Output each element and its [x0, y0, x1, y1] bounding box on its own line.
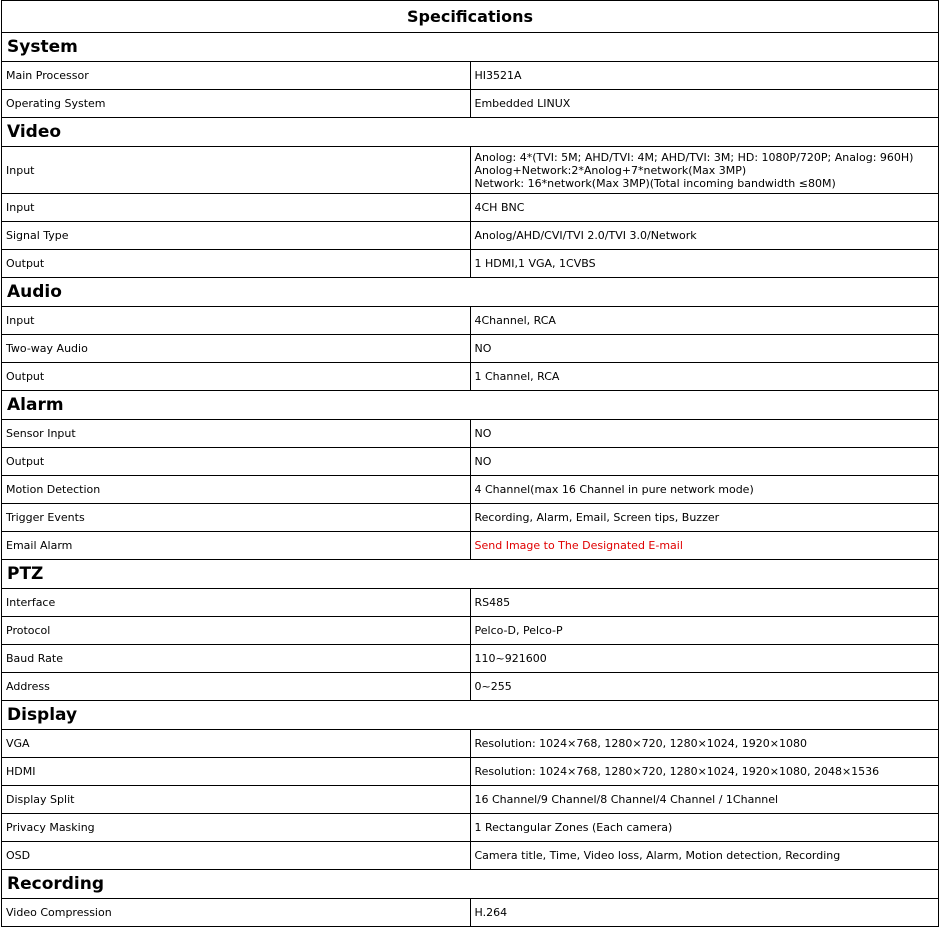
table-row: [2, 758, 939, 786]
table-row: [2, 62, 939, 90]
spec-value: NO: [470, 448, 939, 476]
table-row: [2, 194, 939, 222]
page-title: Specifications: [2, 1, 939, 33]
section-header-audio: [2, 278, 939, 307]
section-header-system: [2, 33, 939, 62]
table-row: [2, 222, 939, 250]
table-row: [2, 476, 939, 504]
spec-label: Two-way Audio: [2, 335, 471, 363]
table-row: [2, 673, 939, 701]
table-row: [2, 532, 939, 560]
table-row: [2, 335, 939, 363]
spec-value: HI3521A: [470, 62, 939, 90]
table-row: [2, 250, 939, 278]
spec-label: Output: [2, 250, 471, 278]
spec-value: NO: [470, 420, 939, 448]
spec-value: Camera title, Time, Video loss, Alarm, Motion detection, Recording: [470, 842, 939, 870]
table-row: [2, 589, 939, 617]
spec-value: NO: [470, 335, 939, 363]
spec-value: Anolog/AHD/CVI/TVI 2.0/TVI 3.0/Network: [470, 222, 939, 250]
table-row: [2, 420, 939, 448]
spec-label: Display Split: [2, 786, 471, 814]
spec-value-line: Network: 16*network(Max 3MP)(Total incoming bandwidth ≤80M): [474, 176, 836, 190]
section-title: Recording: [2, 870, 939, 899]
spec-value-line: Anolog: 4*(TVI: 5M; AHD/TVI: 4M; AHD/TVI: 3M; HD: 1080P/720P; Analog: 960H): [474, 150, 914, 164]
title-row: [2, 1, 939, 33]
section-title: Video: [2, 118, 939, 147]
spec-value: 4CH BNC: [470, 194, 939, 222]
section-header-video: [2, 118, 939, 147]
table-row: [2, 645, 939, 673]
spec-label: Main Processor: [2, 62, 471, 90]
spec-value: H.264: [470, 899, 939, 927]
spec-value: Embedded LINUX: [470, 90, 939, 118]
table-row: [2, 814, 939, 842]
spec-value: Pelco-D, Pelco-P: [470, 617, 939, 645]
table-row: [2, 307, 939, 335]
section-title: Audio: [2, 278, 939, 307]
section-title: Alarm: [2, 391, 939, 420]
spec-label: VGA: [2, 730, 471, 758]
table-row: [2, 363, 939, 391]
spec-label: Protocol: [2, 617, 471, 645]
spec-value: 16 Channel/9 Channel/8 Channel/4 Channel / 1Channel: [470, 786, 939, 814]
section-title: Display: [2, 701, 939, 730]
table-row: [2, 899, 939, 927]
spec-label: Input: [2, 194, 471, 222]
spec-value: Send Image to The Designated E-mail: [470, 532, 939, 560]
table-row: [2, 730, 939, 758]
spec-value: Recording, Alarm, Email, Screen tips, Buzzer: [470, 504, 939, 532]
spec-value-line: Anolog+Network:2*Anolog+7*network(Max 3MP): [474, 163, 747, 177]
spec-label: Input: [2, 307, 471, 335]
spec-label: Motion Detection: [2, 476, 471, 504]
spec-value: RS485: [470, 589, 939, 617]
table-row: [2, 617, 939, 645]
spec-label: OSD: [2, 842, 471, 870]
spec-label: Privacy Masking: [2, 814, 471, 842]
spec-label: Trigger Events: [2, 504, 471, 532]
table-row: [2, 786, 939, 814]
table-row: [2, 90, 939, 118]
spec-value: 110~921600: [470, 645, 939, 673]
spec-label: Address: [2, 673, 471, 701]
spec-value: 4 Channel(max 16 Channel in pure network mode): [470, 476, 939, 504]
spec-label: Output: [2, 363, 471, 391]
spec-label: Input: [2, 147, 471, 194]
spec-label: HDMI: [2, 758, 471, 786]
section-header-ptz: [2, 560, 939, 589]
spec-value: 1 Rectangular Zones (Each camera): [470, 814, 939, 842]
spec-value: 4Channel, RCA: [470, 307, 939, 335]
spec-label: Interface: [2, 589, 471, 617]
spec-value: 0~255: [470, 673, 939, 701]
specifications-table: [1, 0, 939, 927]
table-row: [2, 842, 939, 870]
table-row: [2, 147, 939, 194]
spec-label: Signal Type: [2, 222, 471, 250]
spec-label: Video Compression: [2, 899, 471, 927]
spec-label: Baud Rate: [2, 645, 471, 673]
section-header-alarm: [2, 391, 939, 420]
spec-value: [470, 147, 939, 194]
specifications-body: [2, 1, 939, 927]
section-title: System: [2, 33, 939, 62]
spec-label: Operating System: [2, 90, 471, 118]
spec-value: 1 HDMI,1 VGA, 1CVBS: [470, 250, 939, 278]
spec-label: Output: [2, 448, 471, 476]
table-row: [2, 448, 939, 476]
spec-value: 1 Channel, RCA: [470, 363, 939, 391]
spec-value: Resolution: 1024×768, 1280×720, 1280×1024, 1920×1080: [470, 730, 939, 758]
section-title: PTZ: [2, 560, 939, 589]
spec-label: Sensor Input: [2, 420, 471, 448]
spec-label: Email Alarm: [2, 532, 471, 560]
table-row: [2, 504, 939, 532]
spec-value: Resolution: 1024×768, 1280×720, 1280×1024, 1920×1080, 2048×1536: [470, 758, 939, 786]
section-header-recording: [2, 870, 939, 899]
section-header-display: [2, 701, 939, 730]
